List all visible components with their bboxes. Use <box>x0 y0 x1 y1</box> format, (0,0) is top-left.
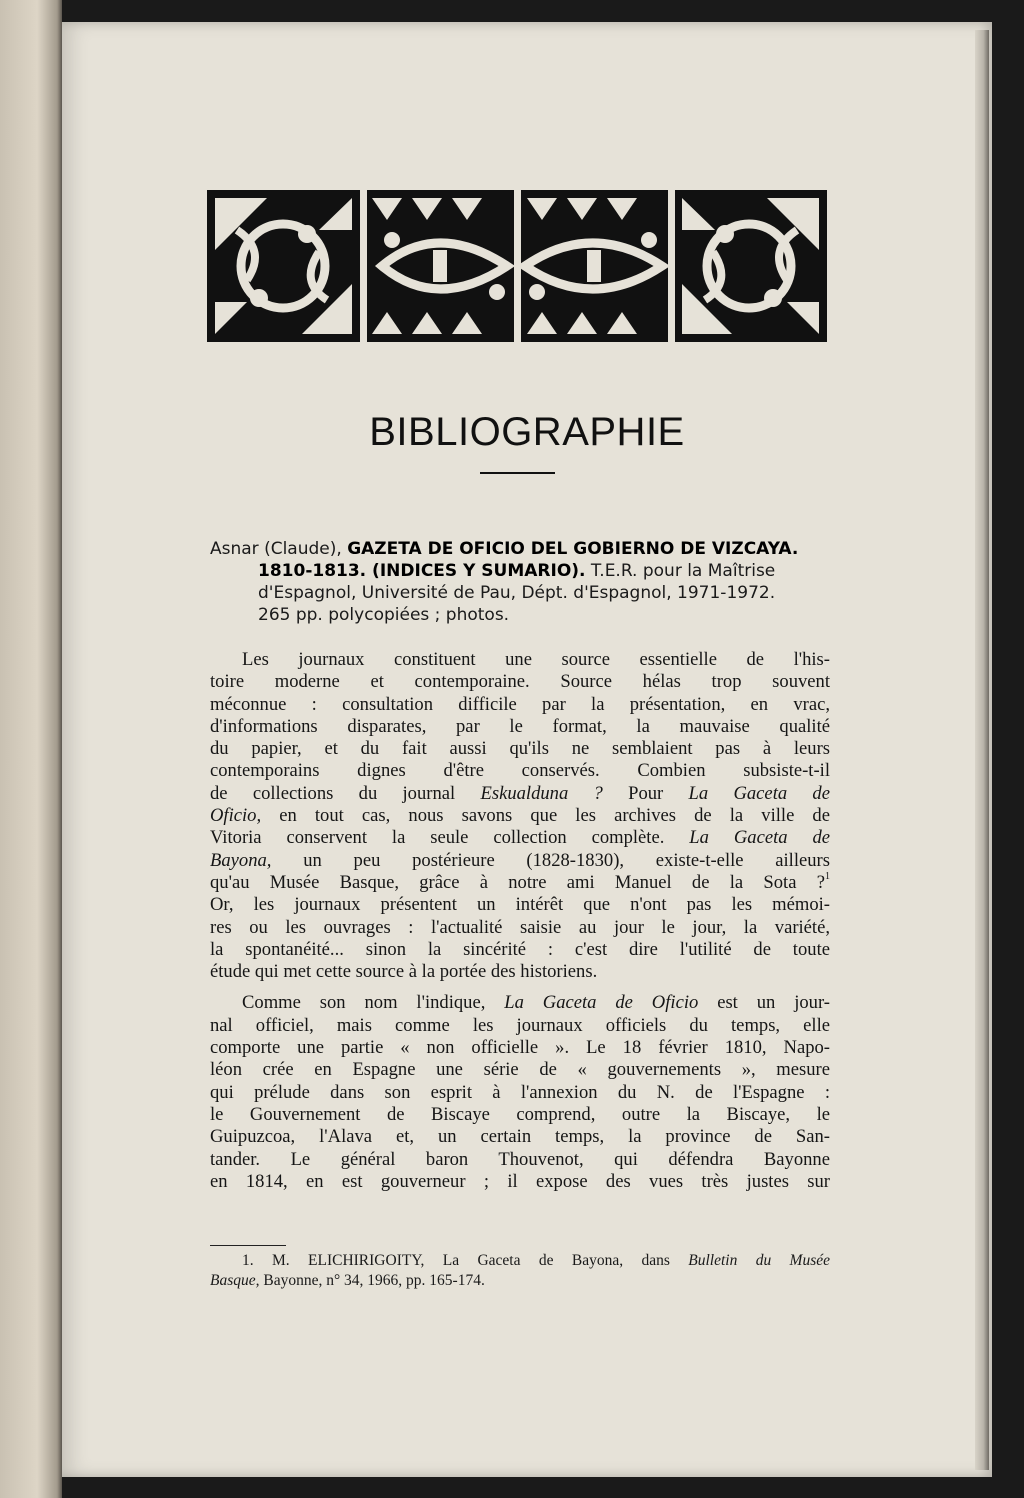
text-line: d'informations disparates, par le format, la mauvaise qualité <box>210 715 830 737</box>
journal-title: La Gaceta de <box>688 782 830 804</box>
facing-page-edge <box>0 0 62 1498</box>
footnote-line: 1. M. ELICHIRIGOITY, La Gaceta de Bayona, dans Bulletin du Musée <box>242 1252 831 1269</box>
text-line: Les journaux constituent une source essentielle de l'his- <box>242 649 830 670</box>
text-line: res ou les ouvrages : l'actualité saisie au jour le jour, la variété, <box>210 916 830 938</box>
document-page <box>62 22 992 1477</box>
text-line: contemporains dignes d'être conservés. Combien subsiste-t-il <box>210 760 830 782</box>
page-edge <box>975 30 989 1470</box>
journal-title: La Gaceta de <box>689 827 830 849</box>
text-line: qui prélude dans son esprit à l'annexion du N. de l'Espagne : <box>210 1081 830 1103</box>
text-line: le Gouvernement de Biscaye comprend, outre la Biscaye, le <box>210 1103 830 1125</box>
text-line: de collections du journal Eskualduna ? Pour La Gaceta de <box>210 782 830 804</box>
page-title: BIBLIOGRAPHIE <box>369 410 685 454</box>
reference-details-2: d'Espagnol, Université de Pau, Dépt. d'Espagnol, 1971-1972. <box>258 583 776 603</box>
text-line: Vitoria conservent la seule collection complète. La Gaceta de <box>210 827 830 849</box>
text-line: Guipuzcoa, l'Alava et, un certain temps, la province de San- <box>210 1126 830 1148</box>
text-line: Bayona, un peu postérieure (1828-1830), existe-t-elle ailleurs <box>210 849 830 871</box>
reference-details-1: T.E.R. pour la Maîtrise <box>590 561 776 581</box>
text-line: qu'au Musée Basque, grâce à notre ami Manuel de la Sota ?$^1$ <box>210 870 830 893</box>
paragraph-1 <box>210 649 830 983</box>
bibliographic-reference <box>210 538 840 626</box>
footnote-line: Basque, Bayonne, n° 34, 1966, pp. 165-174. <box>210 1272 485 1289</box>
footnote-divider <box>210 1245 286 1246</box>
text-line: tander. Le général baron Thouvenot, qui défendra Bayonne <box>210 1148 830 1170</box>
journal-title: Bayona, <box>210 849 272 871</box>
text-line: étude qui met cette source à la portée des historiens. <box>210 961 598 983</box>
text-line: comporte une partie « non officielle ». Le 18 février 1810, Napo- <box>210 1037 830 1059</box>
journal-title: Eskualduna ? <box>480 782 603 804</box>
text-line: toire moderne et contemporaine. Source hélas trop souvent <box>210 671 830 693</box>
reference-title-2: 1810-1813. (INDICES Y SUMARIO). <box>258 561 586 581</box>
text-line: Comme son nom l'indique, La Gaceta de Oficio est un jour- <box>242 992 830 1014</box>
text-line: la spontanéité... sinon la sincérité : c'est dire l'utilité de toute <box>210 938 830 960</box>
text-line: léon crée en Espagne une série de « gouvernements », mesure <box>210 1059 830 1081</box>
reference-details-3: 265 pp. polycopiées ; photos. <box>258 605 510 625</box>
text-line: Oficio, en tout cas, nous savons que les archives de la ville de <box>210 805 830 827</box>
journal-title: Oficio, <box>210 805 262 827</box>
basque-geometric-ornament-icon <box>207 190 827 342</box>
title-divider <box>480 472 555 474</box>
journal-title: La Gaceta de Oficio <box>504 992 699 1014</box>
body-text <box>210 649 830 1202</box>
text-line: en 1814, en est gouverneur ; il expose des vues très justes sur <box>210 1170 830 1192</box>
text-line: Or, les journaux présentent un intérêt que n'ont pas les mémoi- <box>210 894 830 916</box>
paragraph-2 <box>210 992 830 1193</box>
footnote <box>210 1251 830 1291</box>
text-line: du papier, et du fait aussi qu'ils ne semblaient pas à leurs <box>210 738 830 760</box>
text-line: nal officiel, mais comme les journaux officiels du temps, elle <box>210 1014 830 1036</box>
footnote-marker: 1 <box>825 870 830 882</box>
text-line: méconnue : consultation difficile par la présentation, en vrac, <box>210 693 830 715</box>
reference-author: Asnar (Claude), <box>210 539 342 559</box>
reference-title-1: GAZETA DE OFICIO DEL GOBIERNO DE VIZCAYA. <box>347 539 799 559</box>
